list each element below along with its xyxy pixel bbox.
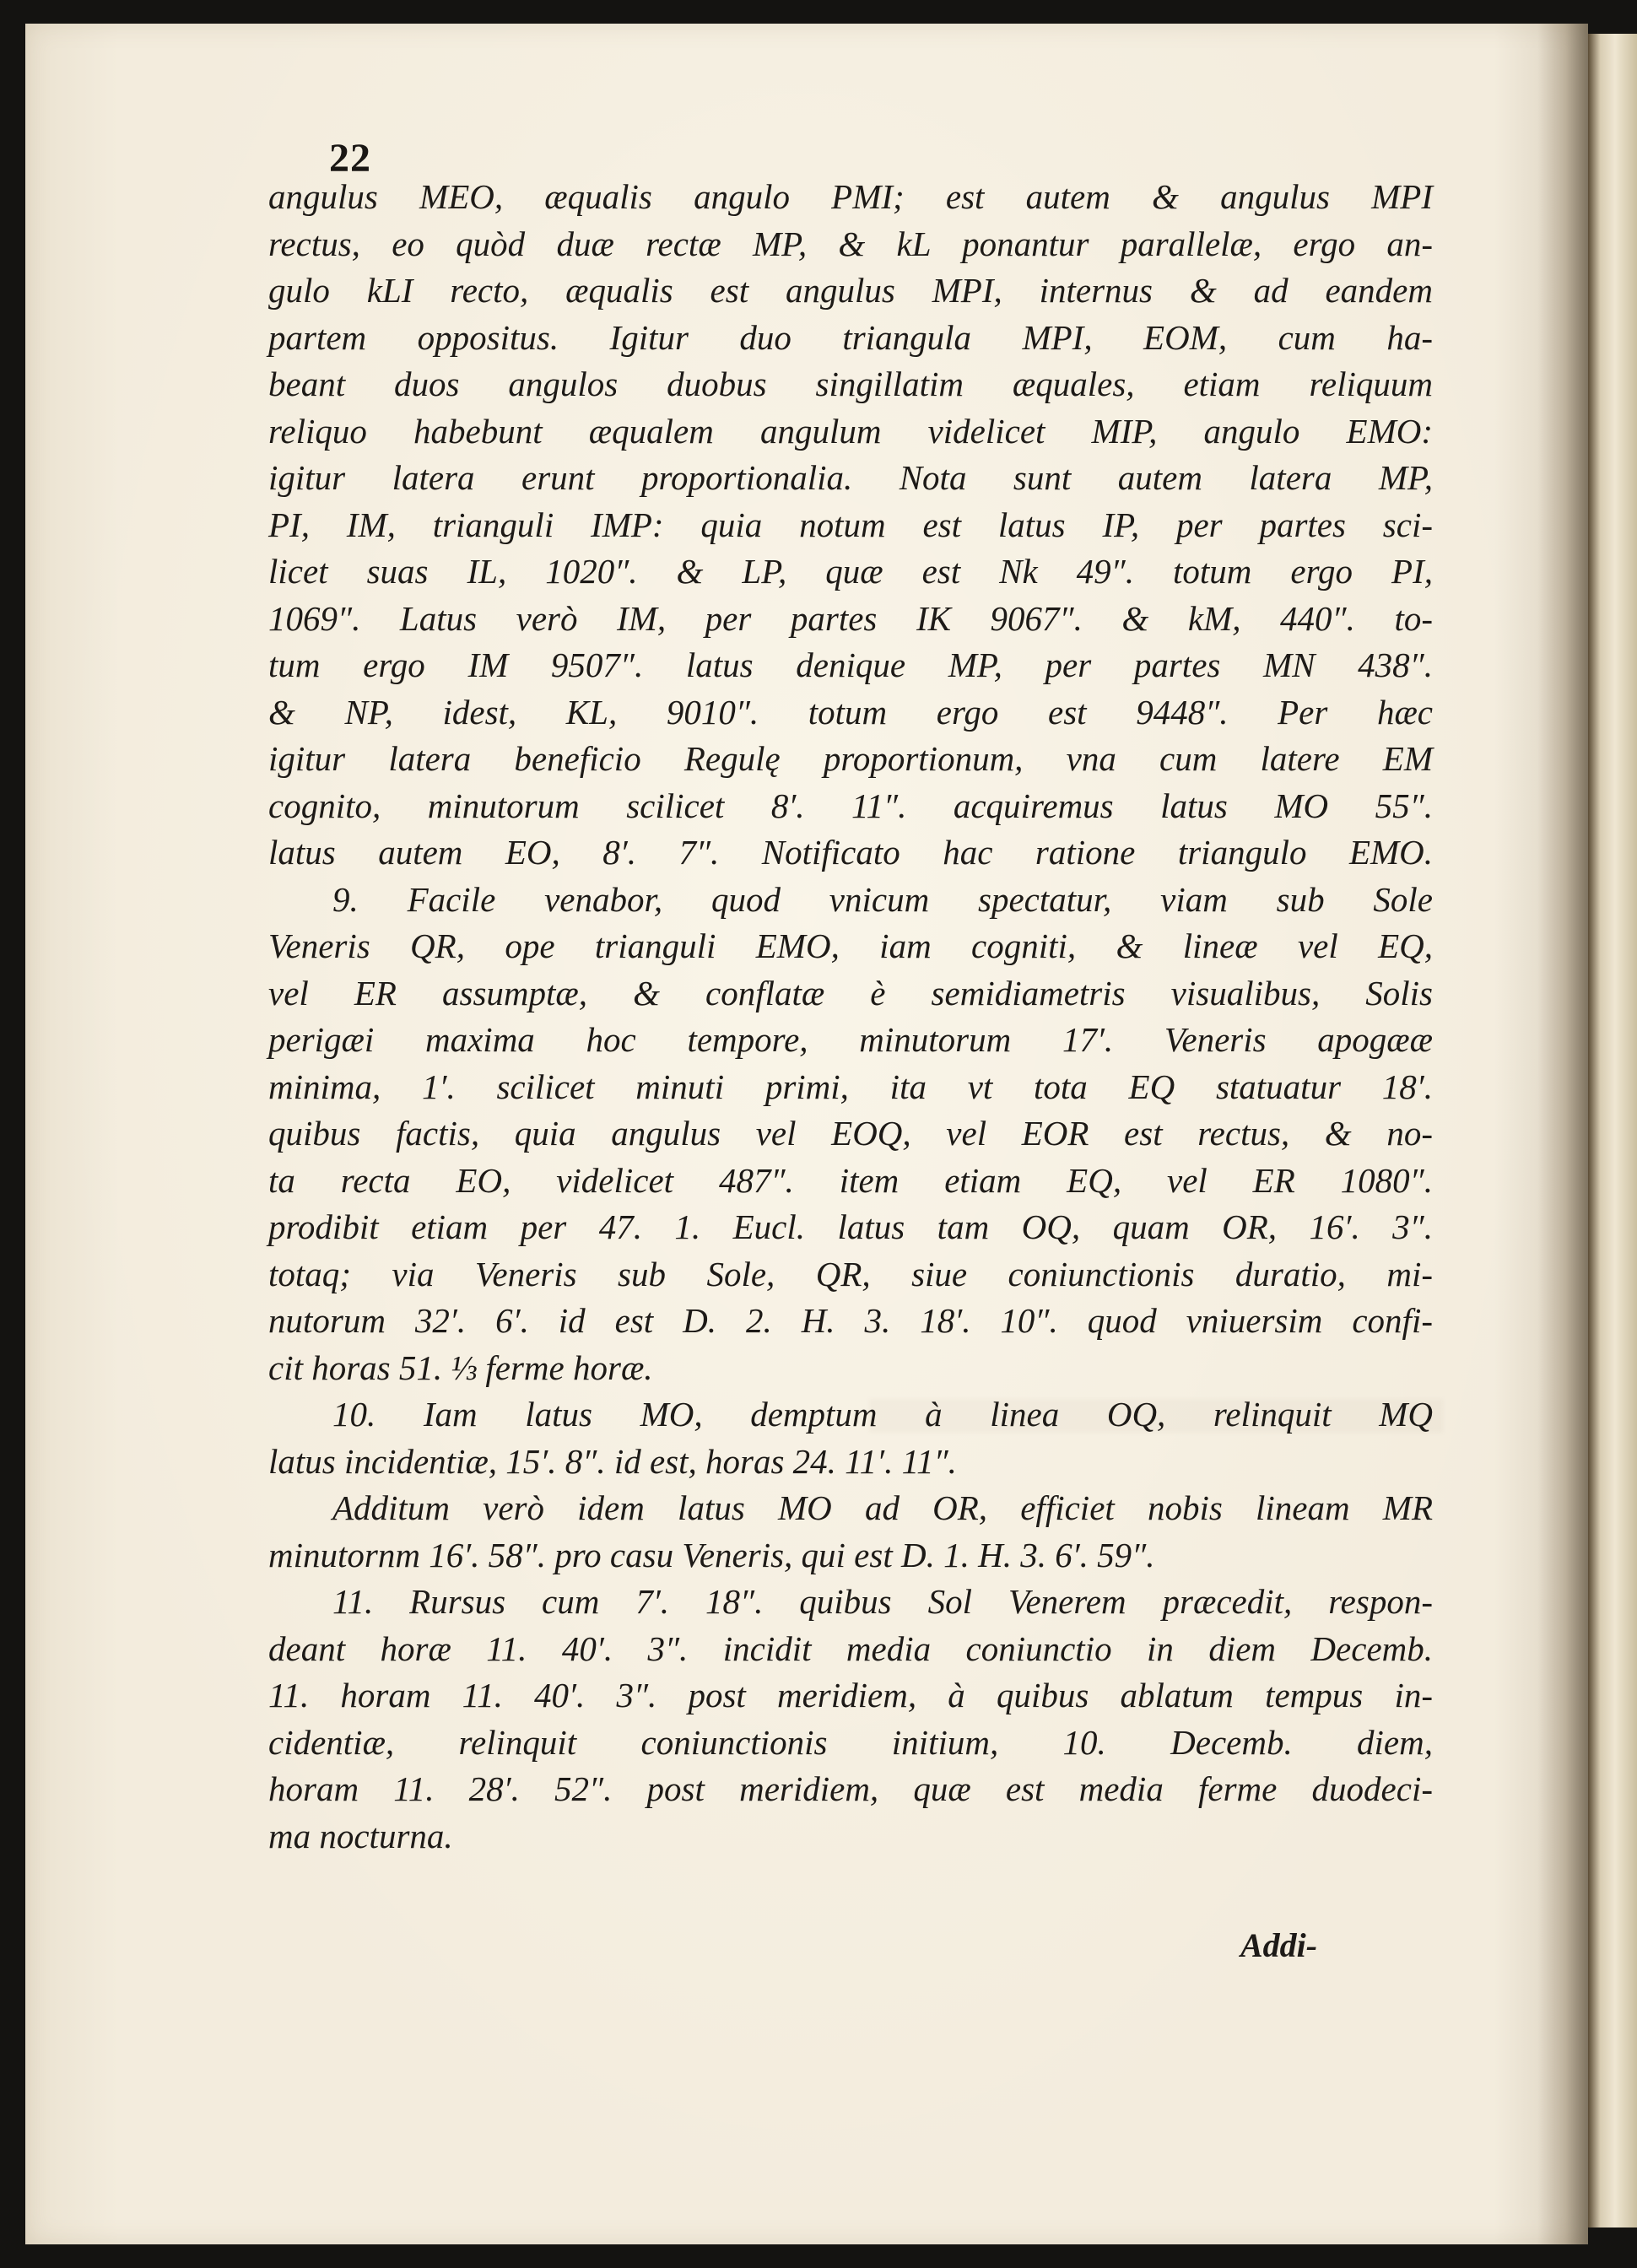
text-line: ta recta EO, videlicet 487″. item etiam EQ, vel ER 1080″. [268, 1160, 1433, 1200]
text-line: nutorum 32′. 6′. id est D. 2. H. 3. 18′. 10″. quod vniuersim confi- [268, 1301, 1433, 1340]
text-line: cit horas 51. ⅓ ferme horæ. [268, 1347, 653, 1387]
text-line: deant horæ 11. 40′. 3″. incidit media coniunctio in diem Decemb. [268, 1628, 1433, 1668]
text-line: Veneris QR, ope trianguli EMO, iam cogniti, & lineæ vel EQ, [268, 926, 1433, 965]
text-line: cidentiæ, relinquit coniunctionis initium, 10. Decemb. diem, [268, 1722, 1433, 1762]
text-line: latus incidentiæ, 15′. 8″. id est, horas 24. 11′. 11″. [268, 1441, 957, 1481]
text-line: 9. Facile venabor, quod vnicum spectatur, viam sub Sole [332, 879, 1433, 919]
text-line: 1069″. Latus verò IM, per partes IK 9067″. & kM, 440″. to- [268, 598, 1433, 638]
text-line: PI, IM, trianguli IMP: quia notum est latus IP, per partes sci- [268, 505, 1433, 544]
text-line: latus autem EO, 8′. 7″. Notificato hac ratione triangulo EMO. [268, 833, 1433, 872]
text-line: perigæi maxima hoc tempore, minutorum 17′. Veneris apogææ [268, 1020, 1433, 1059]
text-line: minima, 1′. scilicet minuti primi, ita vt tota EQ statuatur 18′. [268, 1066, 1433, 1106]
text-line: 11. Rursus cum 7′. 18″. quibus Sol Venerem præcedit, respon- [332, 1582, 1433, 1621]
text-line: igitur latera erunt proportionalia. Nota sunt autem latera MP, [268, 458, 1433, 497]
page-body-text [268, 174, 1433, 1860]
text-line: licet suas IL, 1020″. & LP, quæ est Nk 49″. totum ergo PI, [268, 552, 1433, 591]
text-line: 11. horam 11. 40′. 3″. post meridiem, à quibus ablatum tempus in- [268, 1676, 1433, 1714]
text-line: & NP, idest, KL, 9010″. totum ergo est 9448″. Per hæc [268, 692, 1433, 732]
text-line: ma nocturna. [268, 1816, 453, 1855]
text-line: cognito, minutorum scilicet 8′. 11″. acquiremus latus MO 55″. [268, 786, 1433, 825]
adjacent-page-edge [1588, 34, 1637, 2228]
text-line: igitur latera beneficio Regulę proportionum, vna cum latere EM [268, 739, 1433, 778]
text-line: beant duos angulos duobus singillatim æquales, etiam reliquum [268, 364, 1433, 403]
text-line: partem oppositus. Igitur duo triangula MPI, EOM, cum ha- [268, 317, 1433, 357]
page-gutter-shadow [1537, 24, 1588, 2244]
text-line: prodibit etiam per 47. 1. Eucl. latus tam OQ, quam OR, 16′. 3″. [268, 1207, 1433, 1246]
text-line: quibus factis, quia angulus vel EOQ, vel EOR est rectus, & no- [268, 1114, 1433, 1153]
text-line: gulo kLI recto, æqualis est angulus MPI, internus & ad eandem [268, 271, 1433, 310]
text-line: Additum verò idem latus MO ad OR, efficiet nobis lineam MR [332, 1488, 1433, 1527]
text-line: 10. Iam latus MO, demptum à linea OQ, relinquit MQ [332, 1395, 1433, 1434]
text-line: reliquo habebunt æqualem angulum videlicet MIP, angulo EMO: [268, 411, 1433, 451]
page-number: 22 [329, 136, 371, 181]
text-line: rectus, eo quòd duæ rectæ MP, & kL ponantur parallelæ, ergo an- [268, 224, 1433, 263]
text-line: minutornm 16′. 58″. pro casu Veneris, qui est D. 1. H. 3. 6′. 59″. [268, 1535, 1155, 1574]
text-line: tum ergo IM 9507″. latus denique MP, per partes MN 438″. [268, 645, 1433, 684]
text-line: totaq; via Veneris sub Sole, QR, siue coniunctionis duratio, mi- [268, 1254, 1433, 1293]
catchword: Addi- [1240, 1926, 1318, 1964]
text-line: angulus MEO, æqualis angulo PMI; est autem & angulus MPI [268, 177, 1433, 216]
text-line: vel ER assumptæ, & conflatæ è semidiametris visualibus, Solis [268, 973, 1433, 1012]
text-line: horam 11. 28′. 52″. post meridiem, quæ est media ferme duodeci- [268, 1769, 1433, 1808]
